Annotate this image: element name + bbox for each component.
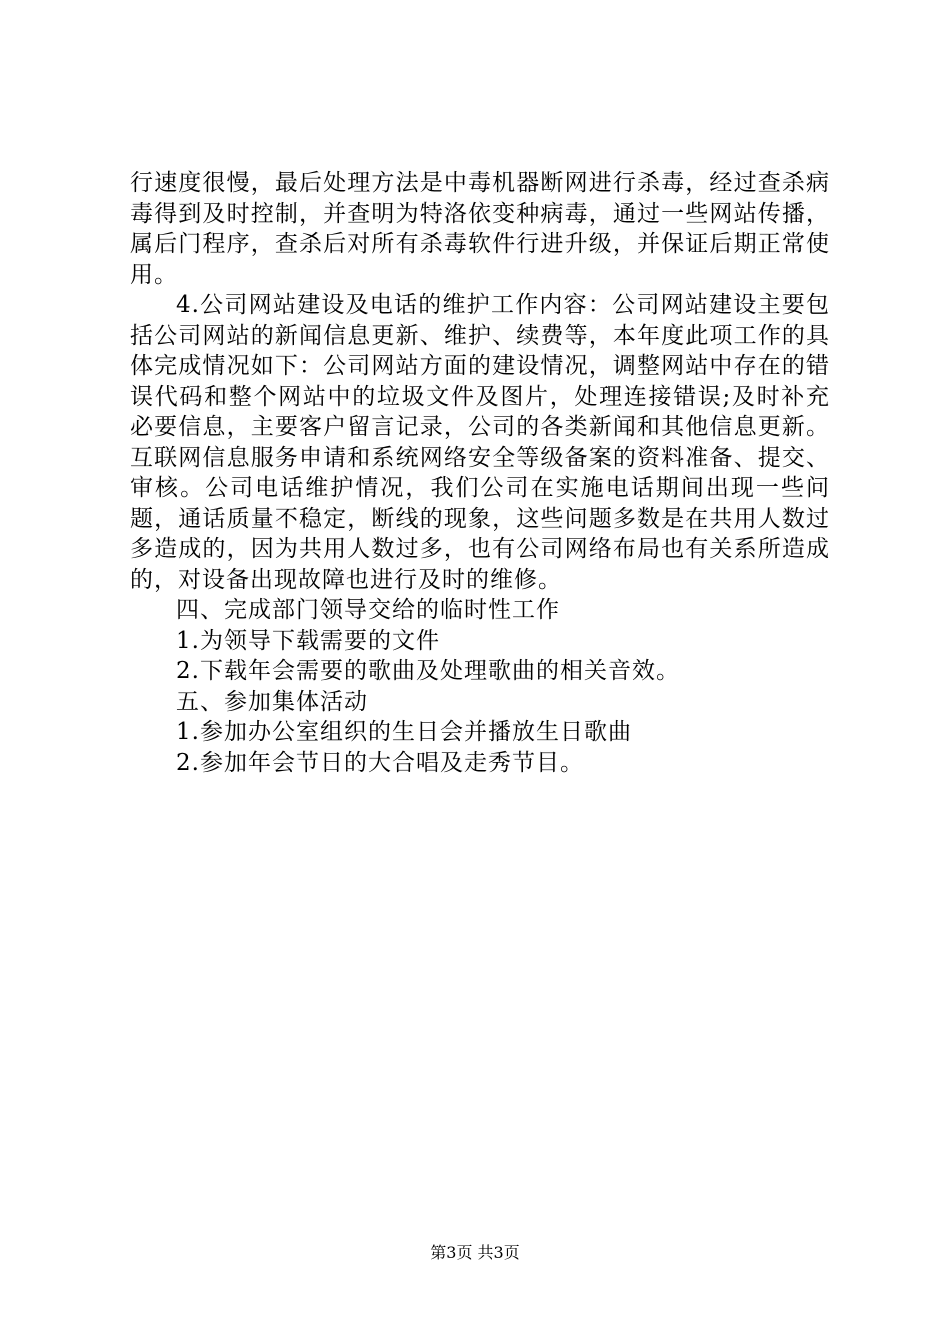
list-item: 1.为领导下载需要的文件 (176, 627, 440, 654)
list-item: 2.下载年会需要的歌曲及处理歌曲的相关音效。 (176, 658, 680, 684)
page-number: 第3页 共3页 (430, 1243, 520, 1262)
section-heading-group-activities: 五、参加集体活动 (176, 688, 368, 715)
list-item: 1.参加办公室组织的生日会并播放生日歌曲 (176, 719, 632, 745)
document-body (130, 168, 830, 778)
paragraph-continuation: 行速度很慢，最后处理方法是中毒机器断网进行杀毒，经过查杀病毒得到及时控制，并查明为特洛依变种病毒，通过一些网站传播，属后门程序，查杀后对所有杀毒软件行进升级，并保证后期正常使用。 (130, 170, 830, 288)
list-item: 2.参加年会节日的大合唱及走秀节目。 (176, 749, 584, 776)
section-heading-temporary-work: 四、完成部门领导交给的临时性工作 (176, 597, 560, 623)
paragraph-website-phone-maintenance: 4.公司网站建设及电话的维护工作内容：公司网站建设主要包括公司网站的新闻信息更新、维护、续费等，本年度此项工作的具体完成情况如下：公司网站方面的建设情况，调整网站中存在的错误代码和整个网站中的垃圾文件及图片，处理连接错误;及时补充必要信息，主要客户留言记录，公司的各类新闻和其他信息更新。互联网信息服务申请和系统网络安全等级备案的资料准备、提交、审核。公司电话维护情况，我们公司在实施电话期间出现一些问题，通话质量不稳定，断线的现象，这些问题多数是在共用人数过多造成的，因为共用人数过多，也有公司网络布局也有关系所造成的，对设备出现故障也进行及时的维修。 (130, 292, 830, 593)
